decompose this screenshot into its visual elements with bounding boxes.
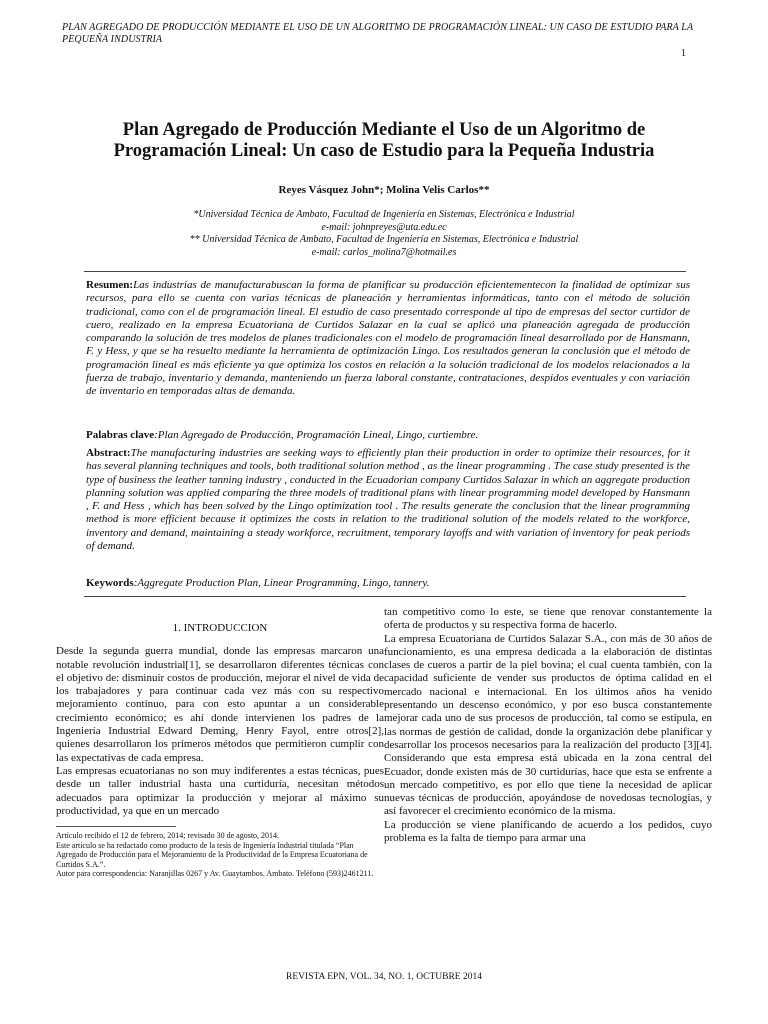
- footnote-rule: [56, 826, 176, 827]
- left-paragraph-2: Las empresas ecuatorianas no son muy indiferentes a estas técnicas, pues desde un taller industrial hasta una curtiduría, necesitan métodos adecuados para optimizar la producción y mejorar al máximo su productividad, ya que en un mercado: [56, 764, 384, 817]
- abstract-label: Abstract:: [86, 447, 131, 459]
- footnote-thesis: Este artículo se ha redactado como producto de la tesis de Ingeniería Industrial titulada “Plan Agregado de Producción para el Mejoramiento de la Productividad de la Empresa Ecuatoriana de Curtidos S.A.”.: [56, 840, 368, 869]
- abstract-top-rule: [84, 271, 686, 272]
- palabras-clave-label: Palabras clave: [86, 429, 155, 441]
- affiliation-2-email: e-mail: carlos_molina7@hotmail.es: [311, 246, 457, 258]
- resumen-label: Resumen:: [86, 279, 134, 291]
- palabras-clave-text: :Plan Agregado de Producción, Programación Lineal, Lingo, curtiembre.: [154, 429, 479, 441]
- left-column: [56, 608, 384, 879]
- keywords: [86, 577, 690, 590]
- abstract-text: The manufacturing industries are seeking ways to efficiently plan their production in order to optimize their resources, for it has several planning techniques and tools, both traditional solution method , as the linear programming . The case study presented is the type of business the leather tanning industry , conducted in the Ecuadorian company Curtidos Salazar in which an aggregate production planning solution was applied comparing the three models of traditional plans with linear programming model developed by Hansmann , F. and Hess , which has been solved by the Lingo optimization tool . The results generate the conclusion that the linear programming method is more efficient because it optimizes the costs in relation to the traditional solution of the models related to the workforce, inventory and demand, maintaining a steady workforce, recruitment, temporary layoffs and with variation of inventory for peak periods of demand.: [86, 447, 690, 553]
- section-heading-introduccion: 1. INTRODUCCION: [172, 622, 268, 634]
- affiliations: [70, 209, 698, 259]
- footnotes: [56, 831, 384, 879]
- keywords-label: Keywords: [86, 577, 134, 589]
- affiliation-1: *Universidad Técnica de Ambato, Facultad de Ingeniería en Sistemas, Electrónica e Industrial: [193, 209, 575, 220]
- abstract-bottom-rule: [84, 596, 686, 597]
- resumen: [86, 279, 690, 399]
- affiliation-2: ** Universidad Técnica de Ambato, Facultad de Ingeniería en Sistemas, Electrónica e Industrial: [189, 234, 579, 245]
- right-paragraph-2: La empresa Ecuatoriana de Curtidos Salazar S.A., con más de 30 años de funcionamiento, es una empresa dedicada a la elaboración de distintas clases de cueros a partir de la piel bovina; el cual cuenta también, con la capacidad suficiente de vender sus productos de óptima calidad en el mercado nacional e internacional. En los últimos años ha venido presentando un descenso económico, y por eso busca constantemente mejorar cada uno de sus procesos de producción, tal como se estipula, en las normas de gestión de calidad, donde la organización debe planificar y desarrollar los procesos necesarios para la realización del producto [3][4]. Considerando que esta empresa está ubicada en la zona central del Ecuador, donde existen más de 30 curtidurías, hace que esta se enfrente a un mercado competitivo, es por ello que tiene la necesidad de aplicar nuevas técnicas de producción, apoyándose de novedosas tecnologías, y así favorecer el crecimiento económico de la misma.: [384, 632, 712, 818]
- paper-title: Plan Agregado de Producción Mediante el Uso de un Algoritmo de Programación Lineal: Un caso de Estudio para la Pequeña Industria: [113, 120, 655, 161]
- footnote-received: Artículo recibido el 12 de febrero, 2014; revisado 30 de agosto, 2014.: [56, 831, 280, 841]
- footnote-correspondence: Autor para correspondencia: Naranjillas 0267 y Av. Guaytambos. Ambato. Teléfono (593)2461211.: [56, 869, 374, 879]
- running-header: PLAN AGREGADO DE PRODUCCIÓN MEDIANTE EL USO DE UN ALGORITMO DE PROGRAMACIÓN LINEAL: UN CASO DE ESTUDIO PARA LA PEQUEÑA INDUSTRIA: [62, 22, 693, 45]
- abstract: [86, 447, 690, 553]
- journal-footer: REVISTA EPN, VOL. 34, NO. 1, OCTUBRE 2014: [286, 972, 482, 982]
- keywords-text: :Aggregate Production Plan, Linear Programming, Lingo, tannery.: [133, 577, 430, 589]
- left-paragraph-1: Desde la segunda guerra mundial, donde las empresas marcaron una notable revolución industrial[1], se desarrollaron diferentes técnicas con el objetivo de: disminuir costos de producción, mejorar el nivel de vida de los trabajadores y para continuar cada vez más con su respectivo mejoramiento continuo, para con esto apuntar a un considerable crecimiento económico; es ahí donde intervienen los padres de la Ingeniería Industrial Edward Deming, Henry Fayol, entre otros[2], quienes desarrollaron los primeros métodos que permitieron cumplir con las expectativas de cada empresa.: [56, 645, 384, 764]
- palabras-clave: [86, 429, 690, 442]
- right-column: [384, 606, 712, 845]
- page-number: 1: [681, 48, 686, 59]
- right-paragraph-1: tan competitivo como lo este, se tiene que renovar constantemente la oferta de productos y su respectiva forma de hacerlo.: [384, 606, 712, 632]
- authors: Reyes Vásquez John*; Molina Velis Carlos**: [278, 184, 490, 196]
- right-paragraph-3: La producción se viene planificando de acuerdo a los pedidos, cuyo problema es la falta de tiempo para armar una: [384, 818, 712, 845]
- affiliation-1-email: e-mail: johnpreyes@uta.edu.ec: [321, 221, 447, 233]
- resumen-text: Las industrias de manufacturabuscan la forma de planificar su producción eficientementecon la finalidad de optimizar sus recursos, para ello se cuenta con varias técnicas de planeación y herramientas informáticas, tanto con el método de solución tradicional, como con el de programación lineal. El estudio de caso presentado corresponde al tipo de empresas del sector curtidor de cuero, realizado en la empresa Ecuatoriana de Curtidos Salazar en la cual se aplicó una planeación agregada de producción comparando la solución de tres modelos de planes tradicionales con el modelo de programación lineal desarrollado por de Hansmann, F. y Hess, y que se ha resuelto mediante la herramienta de optimización Lingo. Los resultados generan la conclusión que el método de programación lineal es más eficiente ya que optimiza los costos en relación a la solución tradicional de los modelos relacionados a la fuerza de trabajo, inventario y demanda, manteniendo un fuerza laboral constante, contrataciones, despidos eventuales y con variación de inventario en temporadas altas de demanda.: [86, 279, 690, 398]
